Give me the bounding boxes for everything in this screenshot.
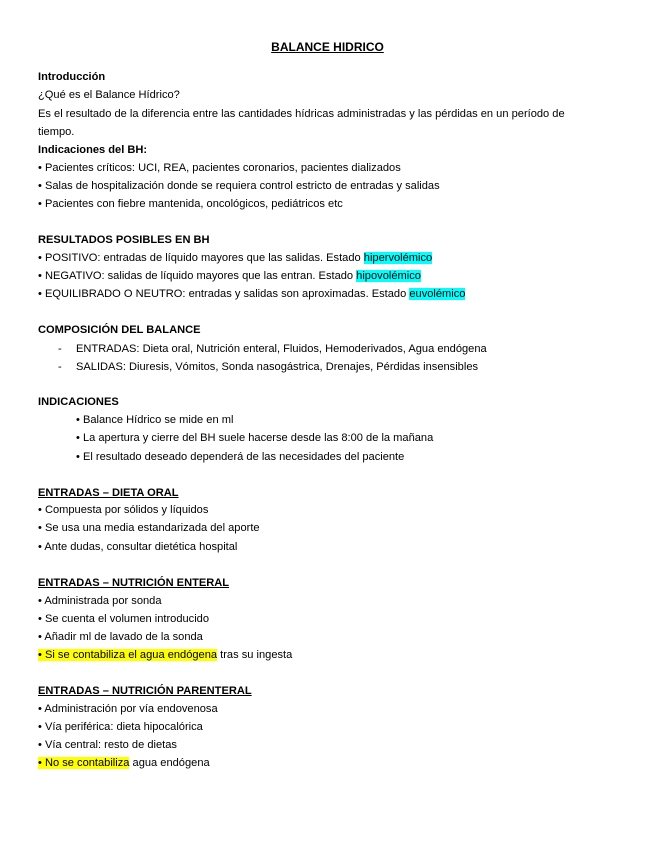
composition-heading: COMPOSICIÓN DEL BALANCE bbox=[38, 324, 201, 336]
parenteral-highlight-rest: agua endógena bbox=[129, 757, 210, 769]
result-state-highlight: hipervolémico bbox=[363, 252, 433, 264]
enteral-highlight-text: • Si se contabiliza el agua endógena bbox=[38, 649, 218, 661]
result-state-highlight: euvolémico bbox=[409, 288, 466, 300]
intro-definition-line-1: Es el resultado de la diferencia entre las cantidades hídricas administradas y las pérdidas en un período de bbox=[38, 108, 565, 120]
parenteral-item: • Administración por vía endovenosa bbox=[38, 703, 218, 715]
result-text: • POSITIVO: entradas de líquido mayores que las salidas. Estado bbox=[38, 252, 364, 264]
enteral-item: • Añadir ml de lavado de la sonda bbox=[38, 631, 203, 643]
composition-dash: - bbox=[58, 361, 62, 373]
parenteral-highlight-text: • No se contabiliza bbox=[38, 757, 130, 769]
result-state-highlight: hipovolémico bbox=[356, 270, 421, 282]
document-title: BALANCE HIDRICO bbox=[271, 40, 384, 54]
result-text: • NEGATIVO: salidas de líquido mayores que las entran. Estado bbox=[38, 270, 357, 282]
intro-definition-line-2: tiempo. bbox=[38, 126, 75, 138]
parenteral-highlight-item bbox=[38, 756, 210, 771]
intro-heading: Introducción bbox=[38, 71, 106, 83]
result-positive bbox=[38, 251, 432, 266]
indications-bh-item: • Pacientes críticos: UCI, REA, pacientes coronarios, pacientes dializados bbox=[38, 162, 401, 174]
indications-bh-item: • Salas de hospitalización donde se requiera control estricto de entradas y salidas bbox=[38, 180, 440, 192]
results-heading: RESULTADOS POSIBLES EN BH bbox=[38, 234, 210, 246]
indicaciones-item: • El resultado deseado dependerá de las necesidades del paciente bbox=[76, 451, 405, 463]
enteral-highlight-rest: tras su ingesta bbox=[217, 649, 293, 661]
result-text: • EQUILIBRADO O NEUTRO: entradas y salidas son aproximadas. Estado bbox=[38, 288, 410, 300]
parenteral-item: • Vía periférica: dieta hipocalórica bbox=[38, 721, 203, 733]
indications-bh-heading: Indicaciones del BH: bbox=[38, 144, 148, 156]
indicaciones-item: • Balance Hídrico se mide en ml bbox=[76, 414, 234, 426]
enteral-highlight-item bbox=[38, 648, 292, 663]
parenteral-item: • Vía central: resto de dietas bbox=[38, 739, 177, 751]
dieta-oral-item: • Compuesta por sólidos y líquidos bbox=[38, 504, 209, 516]
dieta-oral-item: • Ante dudas, consultar dietética hospital bbox=[38, 541, 238, 553]
indications-bh-item: • Pacientes con fiebre mantenida, oncológicos, pediátricos etc bbox=[38, 198, 343, 210]
intro-question: ¿Qué es el Balance Hídrico? bbox=[38, 89, 180, 101]
parenteral-heading: ENTRADAS – NUTRICIÓN PARENTERAL bbox=[38, 685, 252, 697]
enteral-item: • Administrada por sonda bbox=[38, 595, 162, 607]
composition-item-entradas: ENTRADAS: Dieta oral, Nutrición enteral, Fluidos, Hemoderivados, Agua endógena bbox=[76, 343, 487, 355]
enteral-heading: ENTRADAS – NUTRICIÓN ENTERAL bbox=[38, 577, 230, 589]
indicaciones-heading: INDICACIONES bbox=[38, 396, 119, 408]
enteral-item: • Se cuenta el volumen introducido bbox=[38, 613, 210, 625]
dieta-oral-item: • Se usa una media estandarizada del aporte bbox=[38, 522, 260, 534]
composition-item-salidas: SALIDAS: Diuresis, Vómitos, Sonda nasogástrica, Drenajes, Pérdidas insensibles bbox=[76, 361, 479, 373]
result-negative bbox=[38, 269, 421, 284]
dieta-oral-heading: ENTRADAS – DIETA ORAL bbox=[38, 487, 179, 499]
result-neutral bbox=[38, 287, 465, 302]
composition-dash: - bbox=[58, 343, 62, 355]
indicaciones-item: • La apertura y cierre del BH suele hacerse desde las 8:00 de la mañana bbox=[76, 432, 434, 444]
